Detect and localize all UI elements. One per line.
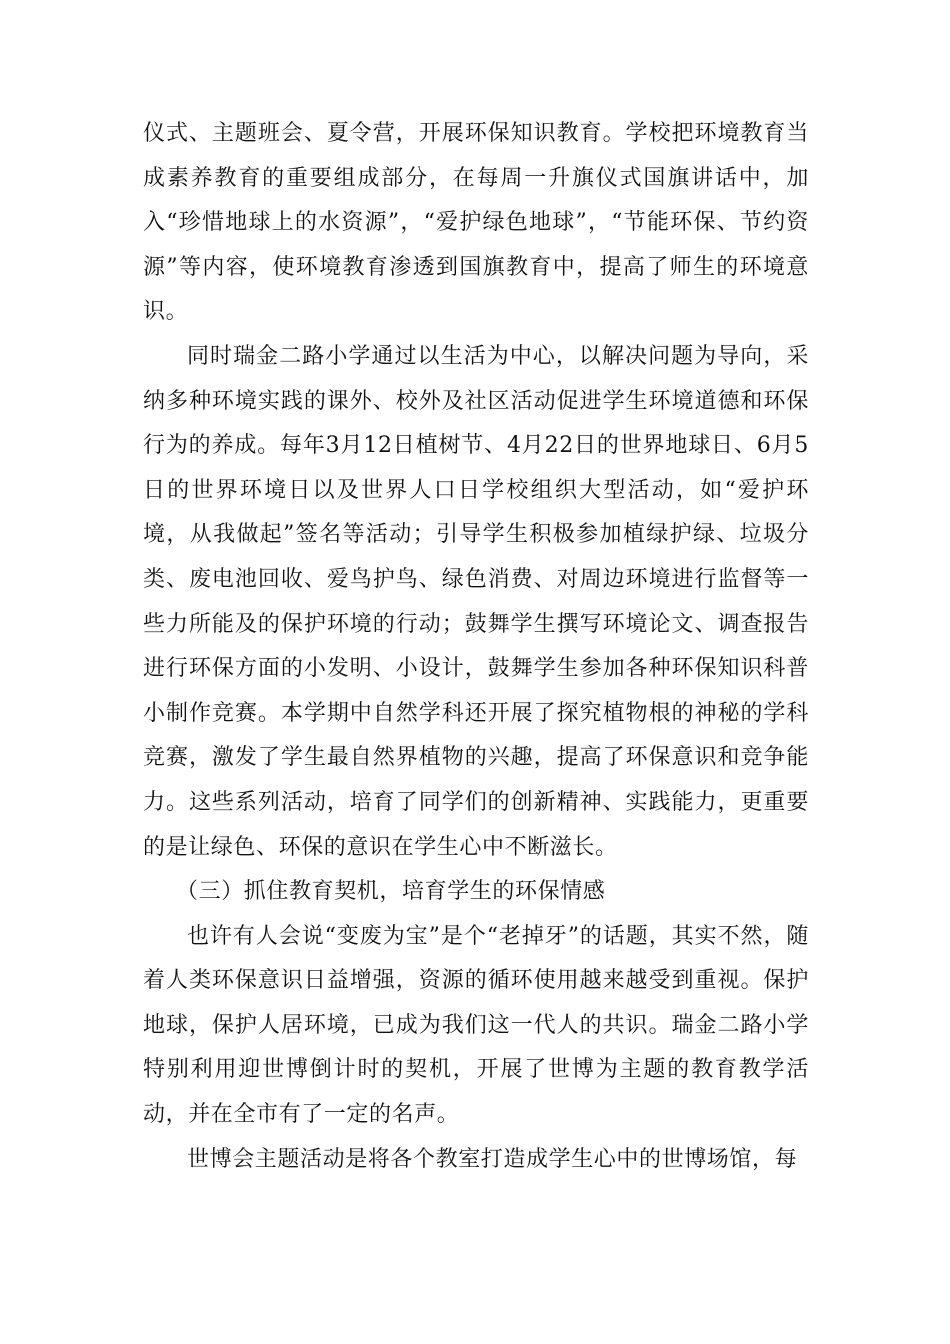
section-heading-3: （三）抓住教育契机，培育学生的环保情感 bbox=[176, 879, 606, 905]
paragraph-practice-activities: 同时瑞金二路小学通过以生活为中心，以解决问题为导向，采纳多种环境实践的课外、校外及社区活动促进学生环境道德和环保行为的养成。每年3月12日植树节、4月22日的世界地球日、6月5日的世界环境日以及世界人口日学校组织大型活动，如“爱护环境，从我做起”签名等活动；引导学生积极参加植绿护绿、垃圾分类、废电池回收、爱鸟护鸟、绿色消费、对周边环境进行监督等一些力所能及的保护环境的行动；鼓舞学生撰写环境论文、调查报告进行环保方面的小发明、小设计，鼓舞学生参加各种环保知识科普小制作竞赛。本学期中自然学科还开展了探究植物根的神秘的学科竞赛，激发了学生最自然界植物的兴趣，提高了环保意识和竞争能力。这些系列活动，培育了同学们的创新精神、实践能力，更重要的是让绿色、环保的意识在学生心中不断滋长。 bbox=[143, 343, 809, 860]
paragraph-expo-theme: 世博会主题活动是将各个教室打造成学生心中的世博场馆，每 bbox=[187, 1146, 798, 1172]
document-body bbox=[143, 112, 809, 1182]
paragraph-environment-education-ceremony: 仪式、主题班会、夏令营，开展环保知识教育。学校把环境教育当成素养教育的重要组成部分，在每周一升旗仪式国旗讲话中，加入“珍惜地球上的水资源”，“爱护绿色地球”，“节能环保、节约资源”等内容，使环境教育渗透到国旗教育中，提高了师生的环境意识。 bbox=[143, 121, 809, 325]
paragraph-waste-to-treasure: 也许有人会说“变废为宝”是个“老掉牙”的话题，其实不然，随着人类环保意识日益增强，资源的循环使用越来越受到重视。保护地球，保护人居环境，已成为我们这一代人的共识。瑞金二路小学特别利用迎世博倒计时的契机，开展了世博为主题的教育教学活动，并在全市有了一定的名声。 bbox=[143, 923, 809, 1128]
